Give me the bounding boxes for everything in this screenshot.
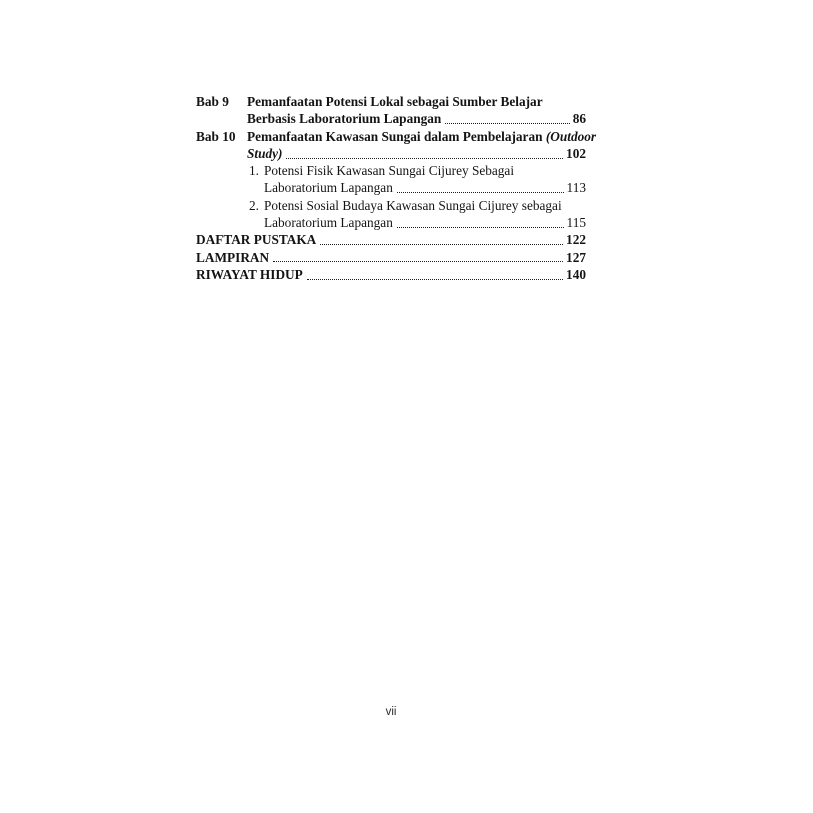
toc-subitems bbox=[247, 162, 586, 231]
chapter-title-text: Berbasis Laboratorium Lapangan bbox=[247, 111, 442, 127]
page-number: 113 bbox=[566, 180, 586, 196]
chapter-title-line bbox=[247, 110, 586, 127]
subitem-number: 2. bbox=[249, 197, 259, 213]
dot-leader bbox=[273, 261, 563, 262]
dot-leader bbox=[286, 158, 563, 159]
dot-leader bbox=[397, 192, 564, 193]
subitem-text: Potensi Fisik Kawasan Sungai Cijurey Sebagai bbox=[264, 163, 515, 179]
backmatter-title: DAFTAR PUSTAKA bbox=[196, 232, 317, 248]
chapter-title-text: Pemanfaatan Kawasan Sungai dalam Pembelajaran (Outdoor bbox=[247, 128, 597, 144]
subitem-text: Potensi Sosial Budaya Kawasan Sungai Cijurey sebagai bbox=[264, 197, 562, 213]
toc-entry-bab-10 bbox=[196, 128, 597, 232]
chapter-title-text: Pemanfaatan Potensi Lokal sebagai Sumber Belajar bbox=[247, 94, 543, 109]
toc-entry-riwayat-hidup bbox=[196, 266, 586, 283]
backmatter-title: RIWAYAT HIDUP bbox=[196, 266, 303, 282]
chapter-title-line bbox=[247, 145, 586, 162]
page-number: 115 bbox=[566, 215, 586, 231]
chapter-title-italic: Study) bbox=[247, 145, 283, 161]
subitem-number: 1. bbox=[249, 163, 259, 179]
dot-leader bbox=[320, 244, 563, 245]
backmatter-title: LAMPIRAN bbox=[196, 249, 270, 265]
footer-page-number: vii bbox=[385, 706, 397, 718]
toc-entry-lampiran bbox=[196, 249, 586, 266]
toc-subitem-2 bbox=[249, 197, 586, 232]
toc-entry-bab-9 bbox=[196, 93, 586, 128]
toc-subitem-1 bbox=[249, 162, 586, 197]
table-of-contents bbox=[196, 93, 597, 283]
dot-leader bbox=[397, 227, 564, 228]
subitem-text: Laboratorium Lapangan bbox=[264, 215, 393, 231]
chapter-label: Bab 10 bbox=[196, 128, 236, 144]
page-number: 140 bbox=[566, 266, 586, 282]
toc-entry-daftar-pustaka bbox=[196, 231, 586, 248]
chapter-title-italic: (Outdoor bbox=[545, 128, 597, 144]
chapter-title-line bbox=[247, 128, 597, 145]
page-number: 127 bbox=[566, 249, 586, 265]
dot-leader bbox=[445, 123, 569, 124]
page-number: 102 bbox=[566, 145, 586, 161]
dot-leader bbox=[307, 279, 563, 280]
chapter-title-line bbox=[247, 93, 586, 110]
chapter-label: Bab 9 bbox=[196, 94, 229, 109]
page-number: 122 bbox=[566, 232, 586, 248]
subitem-text: Laboratorium Lapangan bbox=[264, 180, 393, 196]
page-number: 86 bbox=[572, 111, 586, 127]
